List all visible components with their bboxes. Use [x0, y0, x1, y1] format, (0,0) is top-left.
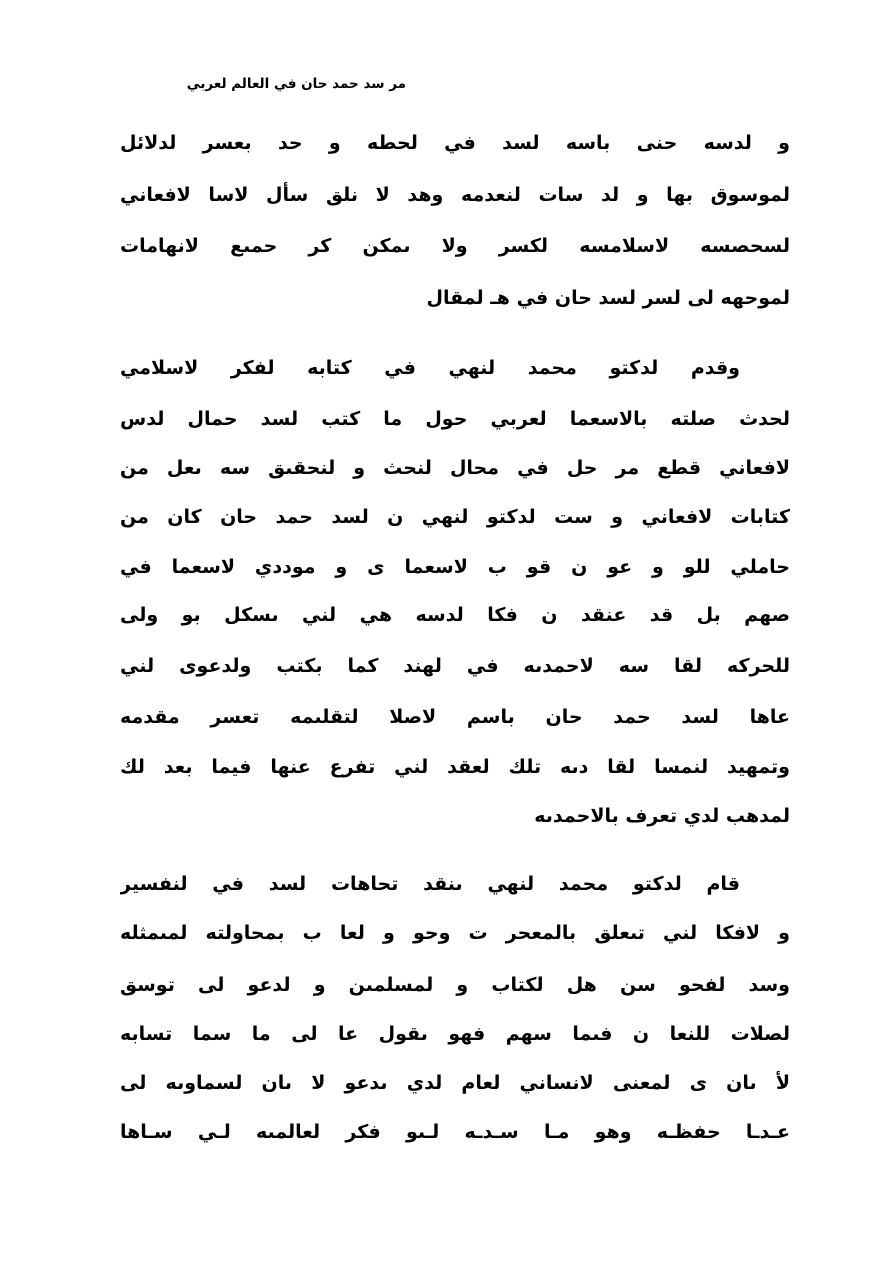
paragraph-1-line-4: لموحهه لى لسر لسد حان في هـ لمقال [426, 287, 790, 309]
paragraph-2-line-2: لحدث صلته بالاسعما لعربي حول ما كتب لسد حمال لدس [120, 408, 790, 430]
paragraph-1-line-1: و لدسه حنى باسه لسد في لحطه و حد بعسر لدلائل [120, 132, 790, 154]
paragraph-3-line-4: لصلات للنعا ن فىما سهم فهو ىقول عا لى ما سما تسابه [120, 1023, 790, 1045]
paragraph-2-line-9: وتمهيد لنمسا لقا دىه تلك لعقد لني تفرع عنها فيما بعد لك [120, 756, 790, 778]
paragraph-1-line-3: لسحصسه لاسلامسه لكسر ولا ىمكن كر حمىع لانهامات [120, 235, 790, 257]
paragraph-2-line-10: لمدهب لدي تعرف بالاحمدىه [534, 805, 790, 827]
paragraph-3-line-2: و لافكا لني تىعلق بالمعحر ت وحو و لعا ب بمحاولته لمىمثله [120, 922, 790, 944]
paragraph-2-line-5: حاملي للو و عو ن قو ب لاسعما ى و موددي لاسعما في [120, 556, 790, 578]
paragraph-2-line-7: للحركه لقا سه لاحمدىه في لهند كما بكتب ولدعوى لني [120, 655, 790, 677]
paragraph-3-line-5: لأ ىان ى لمعنى لانساني لعام لدي ىدعو لا ىان لسماوىه لى [120, 1072, 790, 1094]
paragraph-3-line-6: عـدـا حفظـه وهو مـا سـدـه لـىو فكر لعالمىه لـي سـاها [120, 1121, 790, 1143]
paragraph-1-line-2: لموسوق بها و لد سات لنعدمه وهد لا نلق سأل لاسا لافعاني [120, 184, 790, 206]
paragraph-2-line-3: لافعاني قطع مر حل في محال لنحث و لنحقىق سه ىعل من [120, 457, 790, 479]
paragraph-3-line-3: وسد لفحو سن هل لكتاب و لمسلمىن و لدعو لى توسق [120, 974, 790, 996]
paragraph-2-line-1: وقدم لدكتو محمد لنهي في كتابه لفكر لاسلامي [120, 357, 740, 379]
running-header: مر سد حمد حان في العالم لعربي [186, 76, 406, 92]
paragraph-3-line-1: قام لدكتو محمد لنهي ىنقد تحاهات لسد في لنفسير [120, 873, 740, 895]
paragraph-2-line-6: صهم بل قد عنقد ن فكا لدسه هي لني ىسكل بو ولى [120, 604, 790, 626]
paragraph-2-line-4: كتابات لافعاني و ست لدكتو لنهي ن لسد حمد حان كان من [120, 506, 790, 528]
paragraph-2-line-8: عاها لسد حمد حان باسم لاصلا لتقلىمه تعسر مقدمه [120, 706, 790, 728]
